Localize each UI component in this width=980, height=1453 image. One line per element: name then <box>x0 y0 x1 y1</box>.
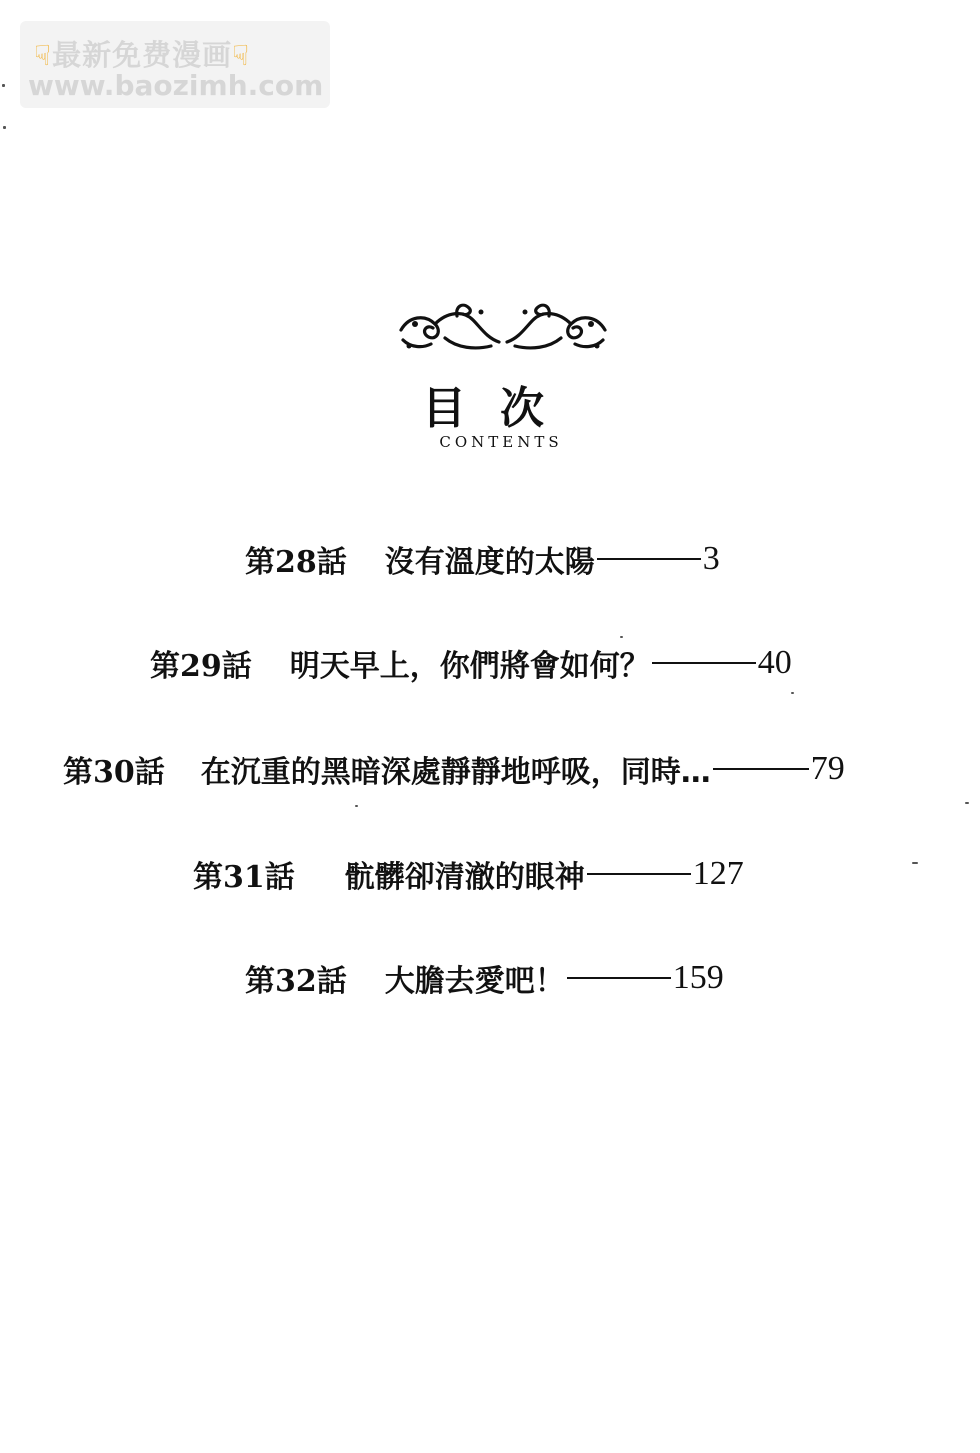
chapter-title: 大膽去愛吧！ <box>384 964 565 999</box>
scan-speck <box>791 692 794 694</box>
toc-entry <box>245 956 724 1000</box>
chapter-number: 第29話 <box>150 649 252 684</box>
leader-line <box>652 662 756 664</box>
watermark-url: www.baozimh.com <box>28 69 324 102</box>
scan-speck <box>2 84 5 87</box>
toc-entry <box>245 537 720 581</box>
scan-speck <box>3 126 6 129</box>
pointing-down-hand-icon: ☟ <box>232 39 251 72</box>
toc-entry <box>150 641 792 685</box>
leader-line <box>587 873 691 875</box>
toc-entry <box>193 852 744 896</box>
chapter-number: 第32話 <box>245 964 347 999</box>
scan-speck <box>965 802 969 804</box>
page-number: 79 <box>810 750 845 787</box>
watermark-banner <box>20 21 330 108</box>
chapter-title: 明天早上，你們將會如何？ <box>289 649 650 684</box>
page-number: 40 <box>757 644 792 681</box>
leader-line <box>567 977 671 979</box>
page-number: 127 <box>692 855 744 892</box>
page-subtitle: CONTENTS <box>439 433 563 451</box>
scan-speck <box>355 805 358 807</box>
pointing-down-hand-icon: ☟ <box>34 39 53 72</box>
chapter-number: 第31話 <box>193 860 295 895</box>
watermark-text: ☟最新免费漫画☟ <box>34 38 251 72</box>
chapter-title: 骯髒卻清澈的眼神 <box>344 860 585 895</box>
leader-line <box>713 768 809 770</box>
toc-entry <box>63 747 845 791</box>
chapter-title: 在沉重的黑暗深處靜靜地呼吸，同時… <box>200 755 711 790</box>
page-number: 3 <box>702 540 720 577</box>
scan-speck <box>620 636 623 638</box>
chapter-number: 第28話 <box>245 545 347 580</box>
page-title: 目次 <box>422 383 578 434</box>
chapter-title: 沒有溫度的太陽 <box>384 545 595 580</box>
leader-line <box>597 558 701 560</box>
chapter-number: 第30話 <box>63 755 165 790</box>
scan-speck <box>912 862 918 864</box>
decorative-flourish-icon <box>395 298 611 360</box>
page-number: 159 <box>672 959 724 996</box>
